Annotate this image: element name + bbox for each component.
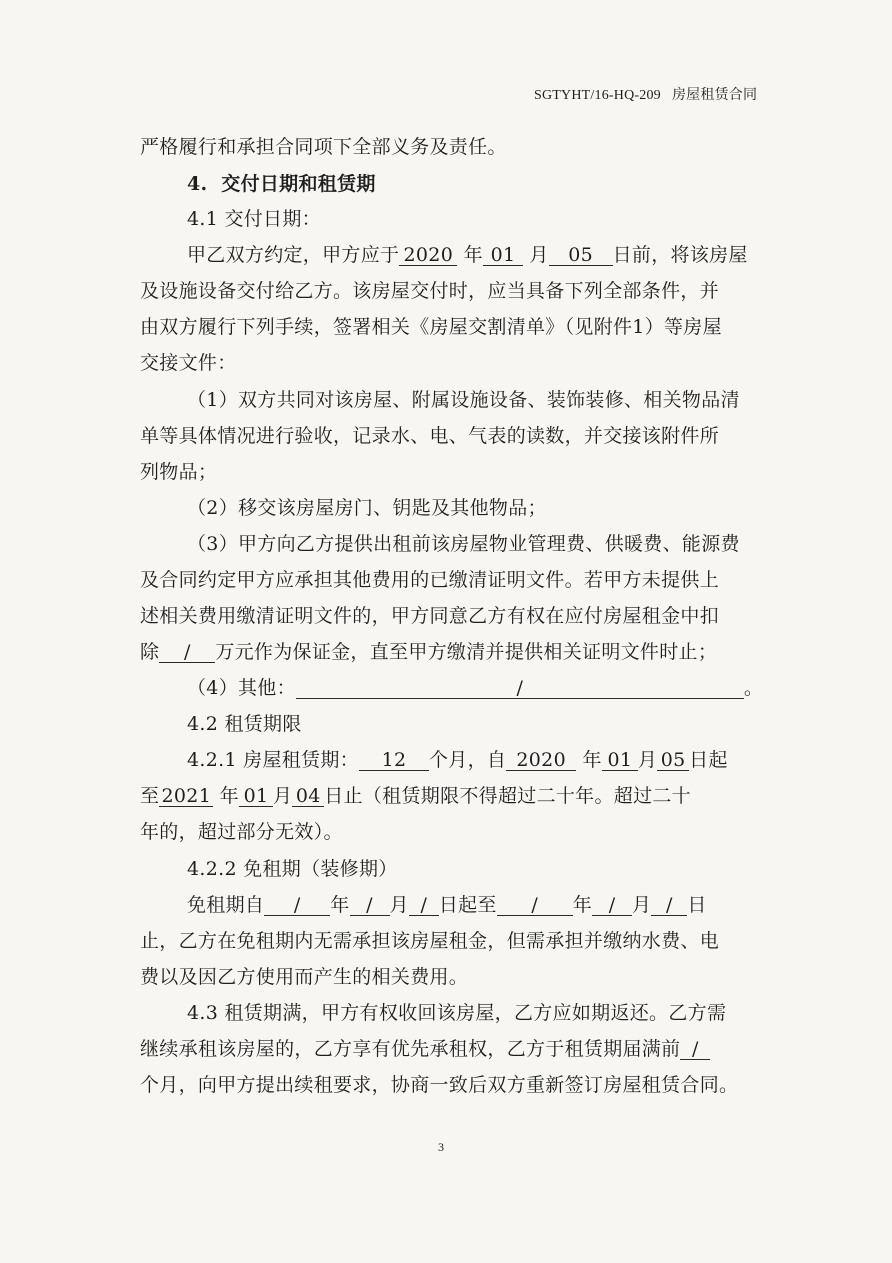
rent-free-end-month: / (592, 895, 632, 916)
renewal-notice-months: / (680, 1039, 710, 1060)
rent-free-end-day: / (651, 895, 687, 916)
section-4-3-line: 继续承租该房屋的，乙方享有优先承租权，乙方于租赁期届满前 / (140, 1036, 710, 1062)
rent-free-start-day: / (409, 895, 439, 916)
item-3-line: 述相关费用缴清证明文件的，甲方同意乙方有权在应付房屋租金中扣 (140, 605, 720, 627)
item-3-line: 及合同约定甲方应承担其他费用的已缴清证明文件。若甲方未提供上 (140, 569, 720, 591)
item-1-line: 单等具体情况进行验收，记录水、电、气表的读数，并交接该附件所 (140, 425, 720, 447)
item-1-line: 列物品； (140, 461, 218, 483)
start-year: 2020 (506, 750, 576, 771)
rent-free-start-year: / (264, 895, 330, 916)
paragraph-line: 交接文件： (140, 352, 237, 374)
paragraph-line: 年的，超过部分无效）。 (140, 821, 343, 843)
delivery-year: 2020 (399, 245, 457, 266)
other-terms: / (296, 678, 744, 699)
lease-months: 12 (359, 750, 429, 771)
page-number: 3 (438, 1140, 444, 1154)
rent-free-end-year: / (497, 895, 573, 916)
delivery-date-line: 甲乙双方约定，甲方应于 2020 年 01 月 05 日前，将该房屋 (187, 244, 748, 266)
item-4-line: （4）其他： / 。 (187, 677, 764, 699)
item-2-line: （2）移交该房屋房门、钥匙及其他物品； (187, 497, 547, 519)
continued-line: 严格履行和承担合同项下全部义务及责任。 (140, 136, 507, 158)
paragraph-line: 及设施设备交付给乙方。该房屋交付时，应当具备下列全部条件，并 (140, 280, 720, 302)
paragraph-line: 费以及因乙方使用而产生的相关费用。 (140, 966, 469, 988)
section-4-3-line: 个月，向甲方提出续租要求，协商一致后双方重新签订房屋租赁合同。 (140, 1074, 739, 1096)
section-4-3-line: 4.3 租赁期满，甲方有权收回该房屋，乙方应如期返还。乙方需 (187, 1002, 727, 1024)
document-code: SGTYHT/16-HQ-209 (534, 88, 661, 103)
item-3-line: （3）甲方向乙方提供出租前该房屋物业管理费、供暖费、能源费 (187, 533, 740, 555)
paragraph-line: 由双方履行下列手续，签署相关《房屋交割清单》（见附件1）等房屋 (140, 316, 722, 338)
section-4-heading: 4. 交付日期和租赁期 (187, 173, 376, 195)
start-month: 01 (602, 750, 638, 771)
item-1-line: （1）双方共同对该房屋、附属设施设备、装饰装修、相关物品清 (187, 389, 740, 411)
paragraph-line: 止，乙方在免租期内无需承担该房屋租金，但需承担并缴纳水费、电 (140, 930, 720, 952)
rent-free-start-month: / (350, 895, 390, 916)
rent-free-period-line: 免租期自 / 年 / 月 / 日起至 / 年 / 月 / 日 (187, 894, 707, 916)
page-header (534, 84, 757, 104)
delivery-month: 01 (483, 245, 523, 266)
section-4-1-heading: 4.1 交付日期： (187, 208, 321, 230)
section-4-2-heading: 4.2 租赁期限 (187, 713, 302, 735)
end-month: 01 (239, 786, 273, 807)
lease-term-line: 4.2.1 房屋租赁期： 12 个月，自 2020 年 01 月 05 日起 (187, 749, 728, 771)
start-day: 05 (657, 750, 689, 771)
delivery-day: 05 (549, 245, 613, 266)
item-3-deposit-line: 除 / 万元作为保证金，直至甲方缴清并提供相关证明文件时止； (140, 641, 718, 663)
lease-term-end-line: 至 2021 年 01 月 04 日止（租赁期限不得超过二十年。超过二十 (140, 785, 691, 807)
end-year: 2021 (159, 786, 213, 807)
deposit-amount: / (159, 642, 215, 663)
end-day: 04 (292, 786, 324, 807)
section-4-2-2-heading: 4.2.2 免租期（装修期） (187, 858, 398, 880)
document-title: 房屋租赁合同 (671, 88, 758, 103)
